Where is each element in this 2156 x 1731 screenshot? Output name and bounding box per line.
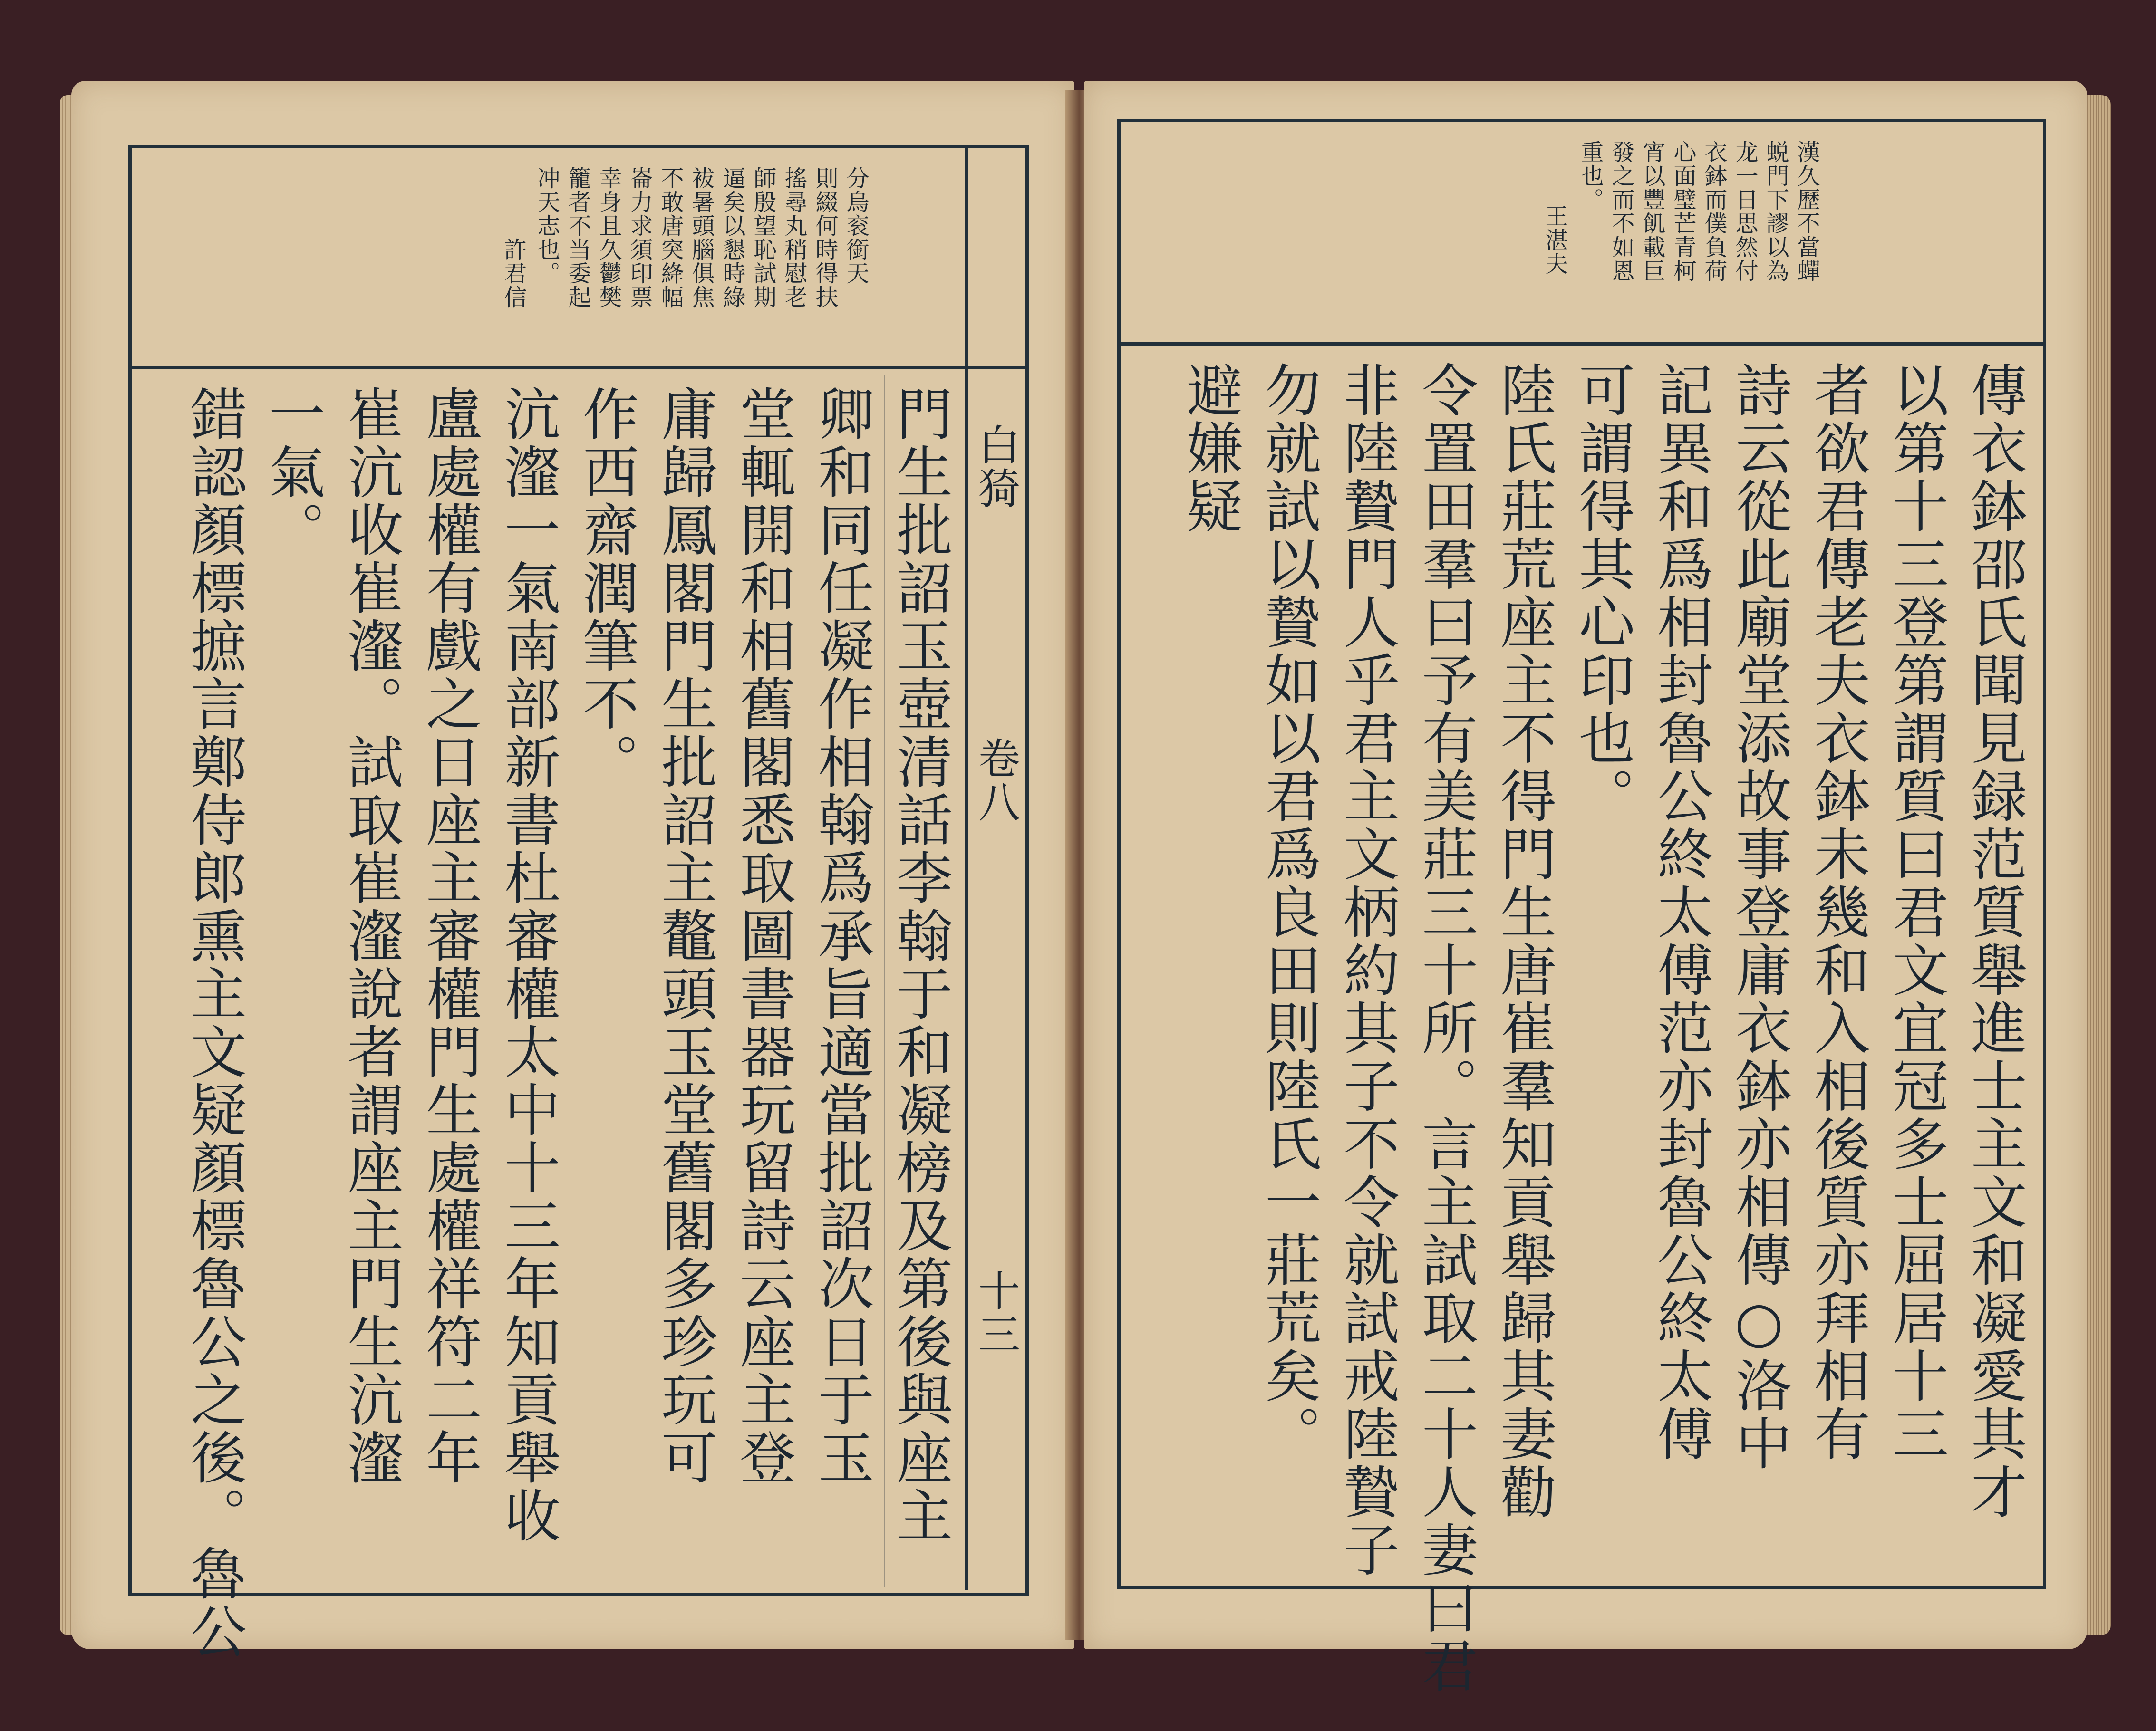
text-column: 可謂得其心印也。 xyxy=(1569,361,1635,825)
text-column: 令置田羣曰予有美莊三十所。言主試取二十人妻曰君 xyxy=(1412,361,1478,1695)
text-column: 錯認顏標摭言鄭侍郎熏主文疑顏標魯公之後。魯公 xyxy=(181,385,247,1661)
upper-note-line: 籠者不当委起 xyxy=(564,166,591,309)
text-column: 盧處權有戲之日座主審權門生處權祥符二年 xyxy=(416,385,482,1487)
upper-note-line: 衣鉢而僕負荷 xyxy=(1701,140,1727,283)
text-column: 避嫌疑 xyxy=(1177,361,1243,535)
text-column: 庸歸鳳閣門生批詔主鼇頭玉堂舊閣多珍玩可 xyxy=(652,385,717,1487)
text-column: 以第十三登第謂質曰君文宜冠多士屈居十三 xyxy=(1883,361,1949,1463)
left-margin-rule xyxy=(965,145,968,1590)
text-column: 一氣。 xyxy=(260,385,325,559)
text-column: 崔沆收崔瀣。試取崔瀣說者謂座主門生沆瀣 xyxy=(338,385,404,1487)
text-column: 傳衣鉢邵氏聞見録范質舉進士主文和凝愛其才 xyxy=(1962,361,2027,1521)
upper-note-line: 幸身且久鬱樊 xyxy=(595,166,622,309)
text-column: 沆瀣一氣南部新書杜審權太中十三年知貢舉收 xyxy=(495,385,561,1545)
text-column: 陸氏莊荒座主不得門生唐崔羣知貢舉歸其妻勸 xyxy=(1491,361,1557,1521)
text-column: 作西齋潤筆不。 xyxy=(573,385,639,791)
upper-note-line: 分烏衮銜天 xyxy=(842,166,869,285)
right-page xyxy=(1084,81,2087,1695)
upper-note-line: 逼矣以懇時綠 xyxy=(719,166,745,309)
upper-note-line: 重也。 xyxy=(1577,140,1604,212)
upper-note-line: 袚暑頭腦俱焦 xyxy=(688,166,715,309)
text-column: 者欲君傳老夫衣鉢未幾和入相後質亦拜相有 xyxy=(1805,361,1870,1463)
upper-note-line: 宵以豐飢載巨 xyxy=(1639,140,1665,283)
upper-note-line: 龙一日思然付 xyxy=(1731,140,1758,283)
upper-note-line: 心面璧芒青柯 xyxy=(1670,140,1696,283)
text-column: 堂輒開和相舊閣悉取圖書器玩留詩云座主登 xyxy=(730,385,796,1487)
text-column: 勿就試以贄如以君爲良田則陸氏一莊荒矣。 xyxy=(1256,361,1321,1463)
text-column: 卿和同任凝作相翰爲承旨適當批詔次日于玉 xyxy=(809,385,874,1487)
open-book xyxy=(71,81,2087,1695)
upper-note-line: 蜕門下謬以為 xyxy=(1762,140,1789,283)
left-upper-rule xyxy=(128,366,1029,369)
margin-volume: 卷八 xyxy=(972,737,1021,824)
upper-note-line: 則綴何時得扶 xyxy=(812,166,838,309)
text-column: 非陸贄門人乎君主文柄約其子不令就試戒陸贄子 xyxy=(1334,361,1400,1579)
upper-note-line: 發之而不如恩 xyxy=(1608,140,1634,283)
upper-note-signature: 王湛夫 xyxy=(1541,204,1568,276)
upper-note-signature: 許君信 xyxy=(500,238,527,309)
right-upper-rule xyxy=(1117,342,2046,346)
text-column: 記異和爲相封魯公終太傅范亦封魯公終太傅 xyxy=(1648,361,1713,1463)
upper-note-line: 不敢唐突絳幅 xyxy=(657,166,684,309)
margin-title: 白猗 xyxy=(972,423,1021,510)
text-column: 門生批詔玉壺清話李翰于和凝榜及第後與座主 xyxy=(887,385,953,1545)
upper-note-line: 師殷望恥試期 xyxy=(750,166,776,309)
upper-note-line: 搖尋丸稍慰老 xyxy=(781,166,807,309)
upper-note-line: 崙力求須印票 xyxy=(626,166,653,309)
upper-note-line: 冲天志也。 xyxy=(533,166,560,285)
text-column: 詩云從此廟堂添故事登庸衣鉢亦相傳○洛中 xyxy=(1726,361,1792,1472)
left-page xyxy=(71,81,1074,1661)
margin-leaf-number: 十三 xyxy=(972,1269,1021,1356)
upper-note-line: 漢久歷不當蟬 xyxy=(1793,140,1820,283)
